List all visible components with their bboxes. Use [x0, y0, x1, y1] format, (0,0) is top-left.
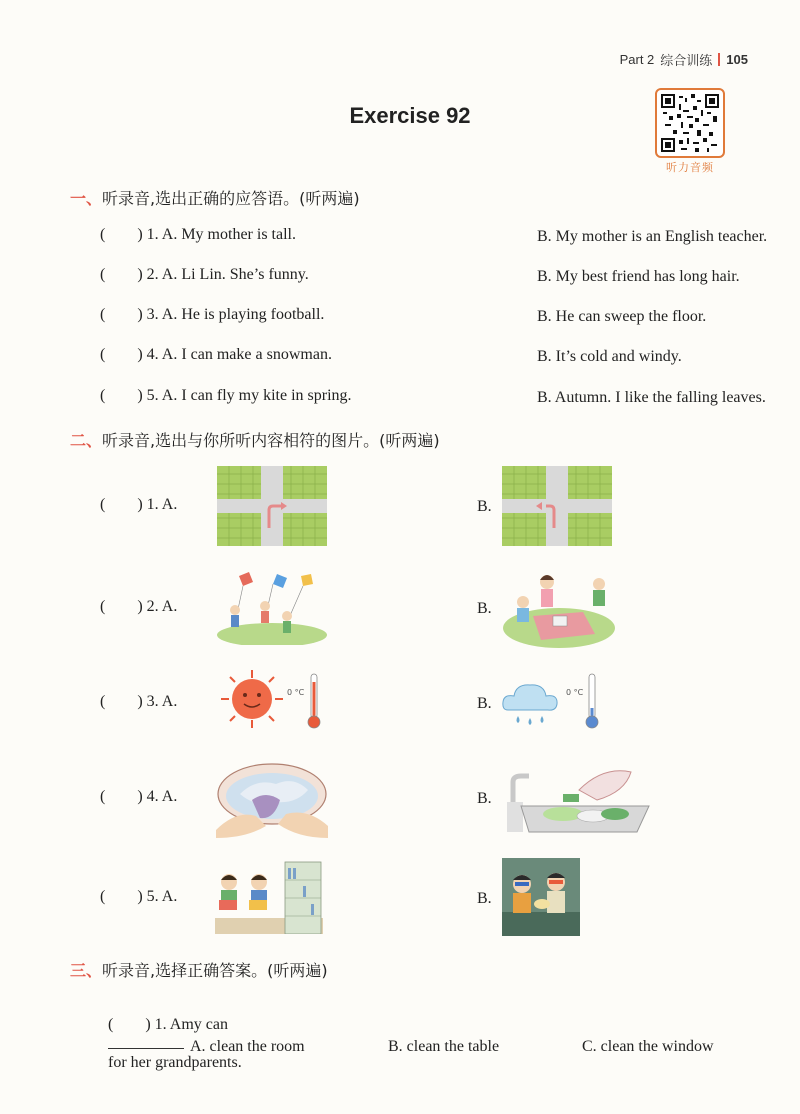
page-title: Exercise 92 [349, 103, 471, 128]
section-1-number: 一、 [70, 189, 103, 208]
section-2-heading [70, 428, 440, 451]
section-2-instruction: 听录音,选出与你所听内容相符的图片。(听两遍) [102, 431, 440, 450]
qr-code-icon[interactable] [655, 88, 725, 158]
section-3-number: 三、 [70, 961, 103, 980]
s1-q2-option-b: B. My best friend has long hair. [537, 268, 740, 285]
s1-q1-option-b: B. My mother is an English teacher. [537, 228, 768, 245]
kids-flying-kites-picture [217, 570, 327, 650]
s3-q1-suffix: for her grandparents. [108, 1054, 242, 1071]
running-head [620, 50, 748, 69]
qr-label: 听力音频 [666, 161, 714, 174]
section-1-instruction: 听录音,选出正确的应答语。(听两遍) [102, 189, 360, 208]
s1-q3-option-b: B. He can sweep the floor. [537, 308, 707, 325]
kids-picnic-picture [503, 568, 615, 653]
s2-q2-option-b: B. [477, 600, 492, 617]
section-2-number: 二、 [70, 431, 103, 450]
section-label: 综合训练 [660, 53, 713, 68]
s3-q1-option-b: B. clean the table [388, 1038, 500, 1055]
s1-q4-option-b: B. It’s cold and windy. [537, 348, 682, 365]
s2-q2-label: ( ) 2. A. [100, 598, 178, 615]
section-3-heading [70, 958, 328, 981]
page-number: 105 [726, 52, 748, 67]
s1-q5-option-a: ( ) 5. A. I can fly my kite in spring. [100, 387, 352, 404]
sunny-hot-picture [217, 668, 287, 735]
s1-q5-option-b: B. Autumn. I like the falling leaves. [537, 389, 766, 406]
s3-q1-answer-blank[interactable] [108, 1034, 184, 1049]
s3-q1-option-a: A. clean the room [190, 1038, 305, 1055]
washing-dishes-picture [503, 762, 651, 839]
s1-q4-option-a: ( ) 4. A. I can make a snowman. [100, 346, 332, 363]
s1-question-3 [100, 306, 780, 336]
thermometer-b-label: 0 °C [566, 688, 584, 697]
section-3-instruction: 听录音,选择正确答案。(听两遍) [102, 961, 328, 980]
s1-q3-option-a: ( ) 3. A. He is playing football. [100, 306, 325, 323]
s2-q5-label: ( ) 5. A. [100, 888, 178, 905]
s3-question-1 [100, 998, 242, 1072]
section-1-heading [70, 186, 360, 209]
s2-q4-option-b: B. [477, 790, 492, 807]
crossroads-turn-right-picture [217, 466, 327, 551]
divider [718, 53, 720, 66]
kids-reading-library-picture [215, 860, 323, 939]
washing-clothes-picture [216, 760, 328, 843]
s3-q1-prefix: ( ) 1. Amy can [108, 1016, 228, 1033]
thermometer-hot-icon [306, 672, 322, 735]
part-label: Part 2 [619, 52, 655, 67]
kids-watching-movie-picture [502, 858, 580, 941]
rain-cloud-picture [500, 676, 560, 737]
s1-question-2 [100, 266, 780, 296]
thermometer-cold-icon [584, 672, 600, 735]
s2-q4-label: ( ) 4. A. [100, 788, 178, 805]
s1-question-5 [100, 387, 780, 417]
s1-question-4 [100, 346, 780, 376]
s1-question-1 [100, 226, 780, 256]
s2-q3-label: ( ) 3. A. [100, 693, 178, 710]
s2-q5-option-b: B. [477, 890, 492, 907]
s2-q1-label: ( ) 1. A. [100, 496, 178, 513]
s2-q3-option-b: B. [477, 695, 492, 712]
thermometer-a-label: 0 °C [287, 688, 305, 697]
s2-q1-option-b: B. [477, 498, 492, 515]
s1-q1-option-a: ( ) 1. A. My mother is tall. [100, 226, 296, 243]
s3-q1-option-c: C. clean the window [582, 1038, 714, 1055]
crossroads-turn-left-picture [502, 466, 612, 551]
s1-q2-option-a: ( ) 2. A. Li Lin. She’s funny. [100, 266, 309, 283]
